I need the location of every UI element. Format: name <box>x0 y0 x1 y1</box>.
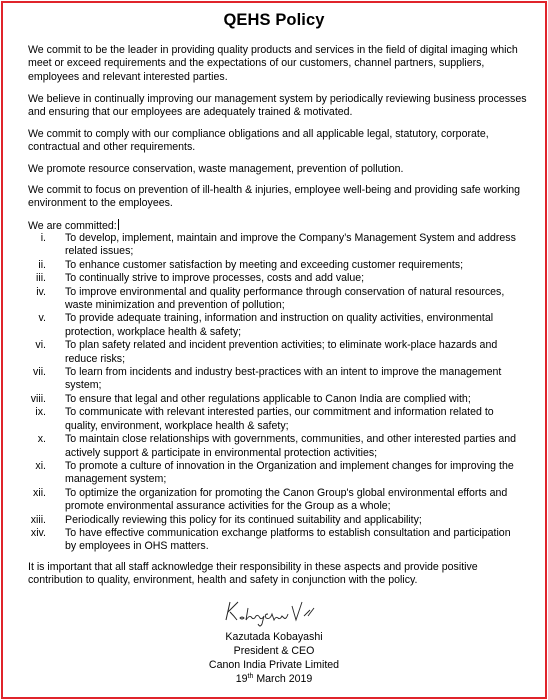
item-number: viii. <box>30 392 46 405</box>
list-item <box>0 286 548 313</box>
item-text: To provide adequate training, information and instruction on quality activities, environmental protection, workplace health & safety; <box>65 312 494 338</box>
signatory-title: President & CEO <box>233 645 315 657</box>
item-text: To continually strive to improve processes, costs and add value; <box>65 272 365 285</box>
item-text: To promote a culture of innovation in the Organization and implement changes for improving the management system; <box>65 459 514 486</box>
item-number: xiv. <box>30 526 46 539</box>
policy-paragraph: We commit to focus on prevention of ill-health & injuries, employee well-being and providing safe working environment to the employees. <box>28 184 521 210</box>
page-title: QEHS Policy <box>223 11 325 29</box>
item-number: x. <box>37 433 46 446</box>
policy-paragraph: We believe in continually improving our management system by periodically reviewing business processes and ensuring that our employees are adequately trained & motivated. <box>28 93 527 119</box>
closing-paragraph: It is important that all staff acknowledge their responsibility in these aspects and provide positive contribution to quality, environment, health and safety in conjunction with the policy. <box>28 561 478 587</box>
list-item <box>0 366 548 393</box>
commitments-list <box>0 232 548 554</box>
policy-paragraph: We commit to comply with our compliance obligations and all applicable legal, statutory, corporate, contractual and other requirements. <box>28 128 489 154</box>
policy-paragraph: We commit to be the leader in providing quality products and services in the field of digital imaging which meet or exceed requirements and the expectations of our customers, channel partners, suppliers, employees and relevant interested parties. <box>28 44 518 83</box>
list-item <box>0 514 548 527</box>
item-text: To ensure that legal and other regulations applicable to Canon India are complied with; <box>65 392 471 405</box>
item-number: xiii. <box>30 513 46 526</box>
item-text: Periodically reviewing this policy for its continued suitability and applicability; <box>65 513 422 526</box>
list-item <box>0 272 548 285</box>
list-item <box>0 433 548 460</box>
signature-image <box>222 594 322 628</box>
list-item <box>0 527 548 554</box>
text-cursor <box>118 219 119 230</box>
item-number: ii. <box>38 258 46 271</box>
item-number: xii. <box>33 486 46 499</box>
item-text: To maintain close relationships with governments, communities, and other interested parties and actively support & participate in environmental protection activities; <box>65 433 517 459</box>
list-item <box>0 487 548 514</box>
item-number: i. <box>40 232 46 244</box>
item-number: vi. <box>35 339 46 352</box>
item-text: To optimize the organization for promoting the Canon Group's global environmental efforts and promote environmental assurance activities for the Group as a whole; <box>65 486 508 513</box>
list-item <box>0 259 548 272</box>
policy-paragraph: We promote resource conservation, waste management, prevention of pollution. <box>28 163 404 175</box>
item-number: iii. <box>35 272 46 285</box>
item-text: To learn from incidents and industry best-practices with an intent to improve the management system; <box>65 366 502 392</box>
list-item <box>0 406 548 433</box>
list-item <box>0 393 548 406</box>
item-number: ix. <box>35 406 46 419</box>
item-number: vii. <box>33 366 46 379</box>
item-number: iv. <box>36 285 46 298</box>
item-number: v. <box>38 312 46 325</box>
list-item <box>0 339 548 366</box>
signature-date: 19th March 2019 <box>235 673 313 685</box>
signatory-name: Kazutada Kobayashi <box>225 631 323 643</box>
signatory-company: Canon India Private Limited <box>208 659 340 671</box>
list-item <box>0 460 548 487</box>
item-text: To enhance customer satisfaction by meeting and exceeding customer requirements; <box>65 258 464 271</box>
commitments-intro: We are committed: <box>28 220 117 232</box>
item-number: xi. <box>35 459 46 472</box>
list-item <box>0 232 548 259</box>
item-text: To develop, implement, maintain and improve the Company’s Management System and address related issues; <box>65 232 516 258</box>
item-text: To have effective communication exchange platforms to establish consultation and participation by employees in OHS matters. <box>65 526 511 553</box>
list-item <box>0 312 548 339</box>
item-text: To improve environmental and quality performance through conservation of natural resources, waste minimization and prevention of pollution; <box>65 285 505 312</box>
item-text: To plan safety related and incident prevention activities; to eliminate work-place hazards and reduce risks; <box>65 339 498 365</box>
item-text: To communicate with relevant interested parties, our commitment and information related to quality, environment, workplace health & safety; <box>65 406 494 432</box>
